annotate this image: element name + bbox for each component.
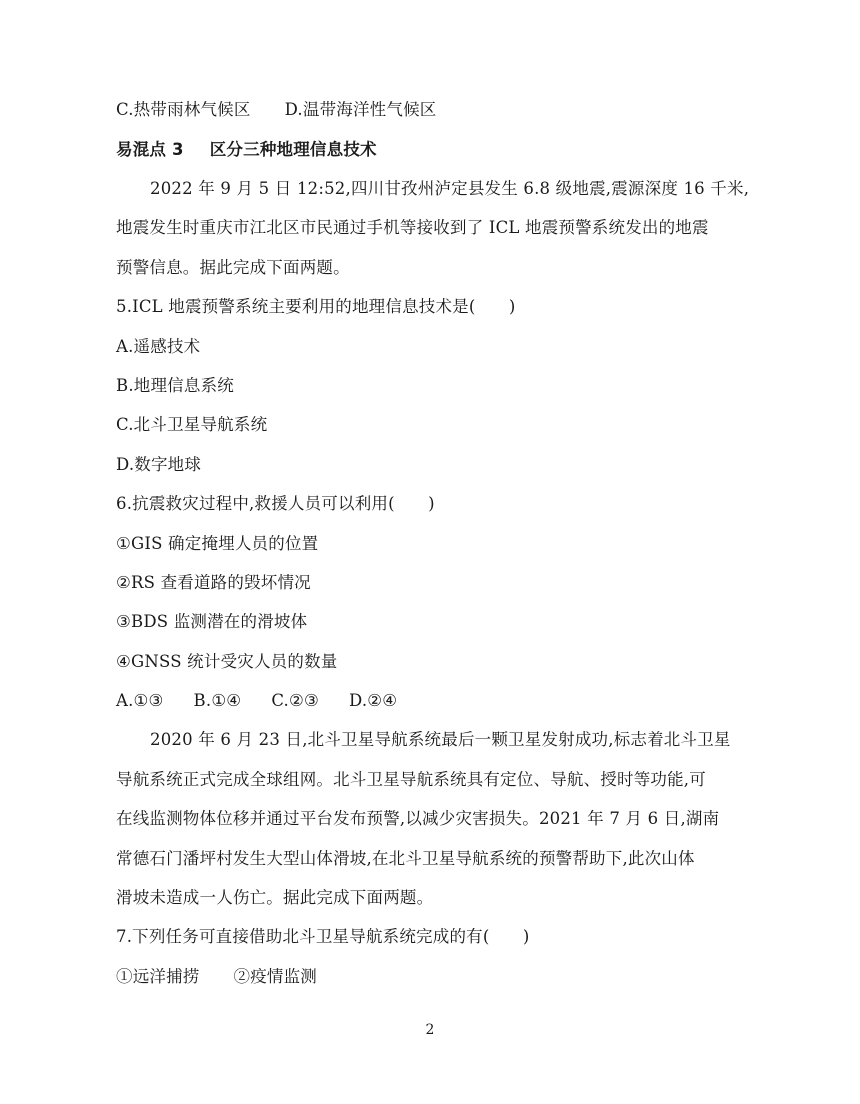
section-title: 区分三种地理信息技术 — [209, 140, 377, 159]
question-5-option-c: C.北斗卫星导航系统 — [116, 415, 268, 434]
question-7-statements — [116, 966, 317, 988]
question-6-statement-1: ①GIS 确定掩埋人员的位置 — [116, 534, 319, 553]
paragraph-1-line-1: 2022 年 9 月 5 日 12:52,四川甘孜州泸定县发生 6.8 级地震,震源深度 16 千米, — [150, 179, 750, 198]
question-6: 6.抗震救灾过程中,救援人员可以利用( ) — [116, 494, 435, 513]
option-line-c-d — [116, 99, 436, 121]
paragraph-2-line-2: 导航系统正式完成全球组网。北斗卫星导航系统具有定位、导航、授时等功能,可 — [116, 770, 706, 789]
question-7: 7.下列任务可直接借助北斗卫星导航系统完成的有( ) — [116, 927, 530, 946]
question-6-option-d: D.②④ — [348, 691, 398, 710]
question-7-statement-2: ②疫情监测 — [233, 967, 317, 986]
question-5-option-d: D.数字地球 — [116, 455, 202, 474]
question-6-options — [116, 690, 397, 712]
question-5-option-b: B.地理信息系统 — [116, 376, 234, 395]
question-6-option-c: C.②③ — [271, 691, 319, 710]
section-tag: 易混点 3 — [116, 140, 184, 159]
question-6-option-b: B.①④ — [193, 691, 242, 710]
paragraph-2-line-1: 2020 年 6 月 23 日,北斗卫星导航系统最后一颗卫星发射成功,标志着北斗卫星 — [150, 730, 731, 749]
question-5: 5.ICL 地震预警系统主要利用的地理信息技术是( ) — [116, 297, 516, 316]
paragraph-1-line-3: 预警信息。据此完成下面两题。 — [116, 258, 350, 277]
question-5-option-a: A.遥感技术 — [116, 337, 201, 356]
section-heading — [116, 139, 377, 161]
question-7-statement-1: ①远洋捕捞 — [116, 967, 200, 986]
question-6-statement-3: ③BDS 监测潜在的滑坡体 — [116, 612, 308, 631]
paragraph-2-line-4: 常德石门潘坪村发生大型山体滑坡,在北斗卫星导航系统的预警帮助下,此次山体 — [116, 849, 695, 868]
option-c: C.热带雨林气候区 — [116, 100, 251, 119]
paragraph-2-line-5: 滑坡未造成一人伤亡。据此完成下面两题。 — [116, 888, 434, 907]
paragraph-1-line-2: 地震发生时重庆市江北区市民通过手机等接收到了 ICL 地震预警系统发出的地震 — [116, 218, 709, 237]
question-6-option-a: A.①③ — [116, 691, 164, 710]
paragraph-2-line-3: 在线监测物体位移并通过平台发布预警,以减少灾害损失。2021 年 7 月 6 日,湖南 — [116, 809, 720, 828]
page-number: 2 — [425, 1022, 435, 1038]
question-6-statement-4: ④GNSS 统计受灾人员的数量 — [116, 652, 338, 671]
question-6-statement-2: ②RS 查看道路的毁坏情况 — [116, 573, 311, 592]
option-d: D.温带海洋性气候区 — [284, 100, 437, 119]
